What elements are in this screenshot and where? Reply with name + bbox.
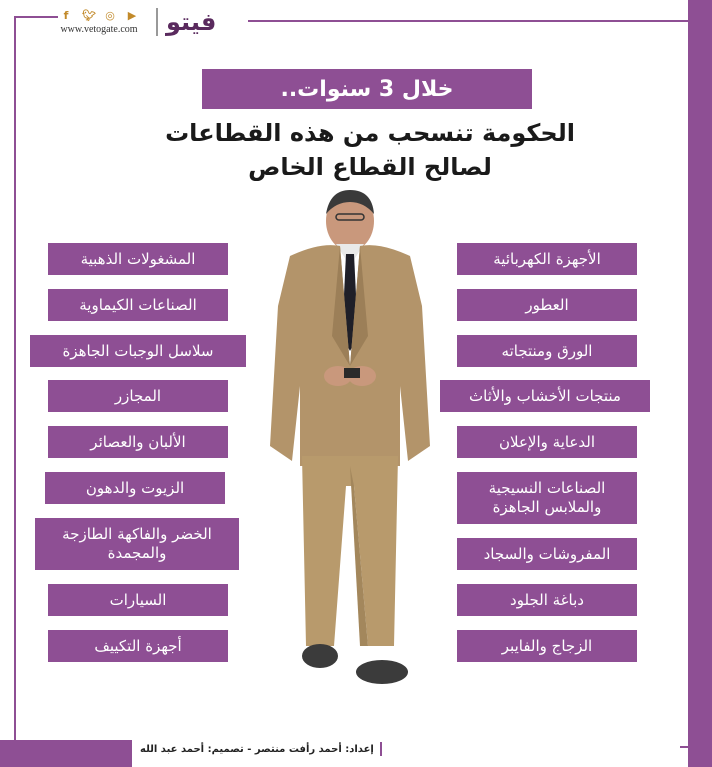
sector-item-right-7: المفروشات والسجاد xyxy=(457,538,637,570)
site-logo[interactable]: فيتو xyxy=(166,8,217,36)
sector-item-left-7: الخضر والفاكهة الطازجة والمجمدة xyxy=(35,518,239,570)
sector-item-left-9: أجهزة التكييف xyxy=(48,630,228,662)
right-accent-bar xyxy=(688,0,712,767)
headline-box xyxy=(202,69,532,109)
sector-item-left-2: الصناعات الكيماوية xyxy=(48,289,228,321)
prime-minister-photo xyxy=(260,186,440,692)
sector-item-left-8: السيارات xyxy=(48,584,228,616)
subheadline xyxy=(120,116,620,184)
sector-item-right-9: الزجاج والفايبر xyxy=(457,630,637,662)
left-border-line xyxy=(14,16,16,740)
sector-item-right-3: الورق ومنتجاته xyxy=(457,335,637,367)
sector-item-right-2: العطور xyxy=(457,289,637,321)
bottom-right-border-line xyxy=(680,746,688,748)
credits-footer xyxy=(140,738,660,760)
subheadline-line-2: لصالح القطاع الخاص xyxy=(248,153,492,181)
footer-divider xyxy=(380,742,382,756)
sector-item-left-5: الألبان والعصائر xyxy=(48,426,228,458)
sector-item-right-1: الأجهزة الكهربائية xyxy=(457,243,637,275)
sector-item-right-8: دباغة الجلود xyxy=(457,584,637,616)
sector-item-left-4: المجازر xyxy=(48,380,228,412)
header-divider xyxy=(156,8,158,36)
top-border-line xyxy=(248,20,688,22)
top-left-border-line xyxy=(14,16,58,18)
youtube-icon[interactable]: ▶ xyxy=(127,9,137,22)
twitter-icon[interactable]: 🐦︎ xyxy=(82,9,96,22)
sector-item-left-6: الزيوت والدهون xyxy=(45,472,225,504)
headline: خلال 3 سنوات.. xyxy=(280,76,454,102)
credits-text: إعداد: أحمد رأفت منتصر - تصميم: أحمد عبد الله xyxy=(140,743,374,755)
site-url[interactable]: www.vetogate.com xyxy=(60,24,138,35)
facebook-icon[interactable]: f xyxy=(63,9,69,22)
subheadline-line-1: الحكومة تنسحب من هذه القطاعات xyxy=(165,119,575,147)
sector-item-right-6: الصناعات النسيجية والملابس الجاهزة xyxy=(457,472,637,524)
header xyxy=(60,4,216,40)
sector-item-right-4: منتجات الأخشاب والأثاث xyxy=(440,380,650,412)
bottom-left-accent xyxy=(0,740,132,767)
social-links xyxy=(60,9,138,35)
sector-item-right-5: الدعاية والإعلان xyxy=(457,426,637,458)
sector-item-left-3: سلاسل الوجبات الجاهزة xyxy=(30,335,246,367)
sector-item-left-1: المشغولات الذهبية xyxy=(48,243,228,275)
instagram-icon[interactable]: ◎ xyxy=(105,9,115,22)
